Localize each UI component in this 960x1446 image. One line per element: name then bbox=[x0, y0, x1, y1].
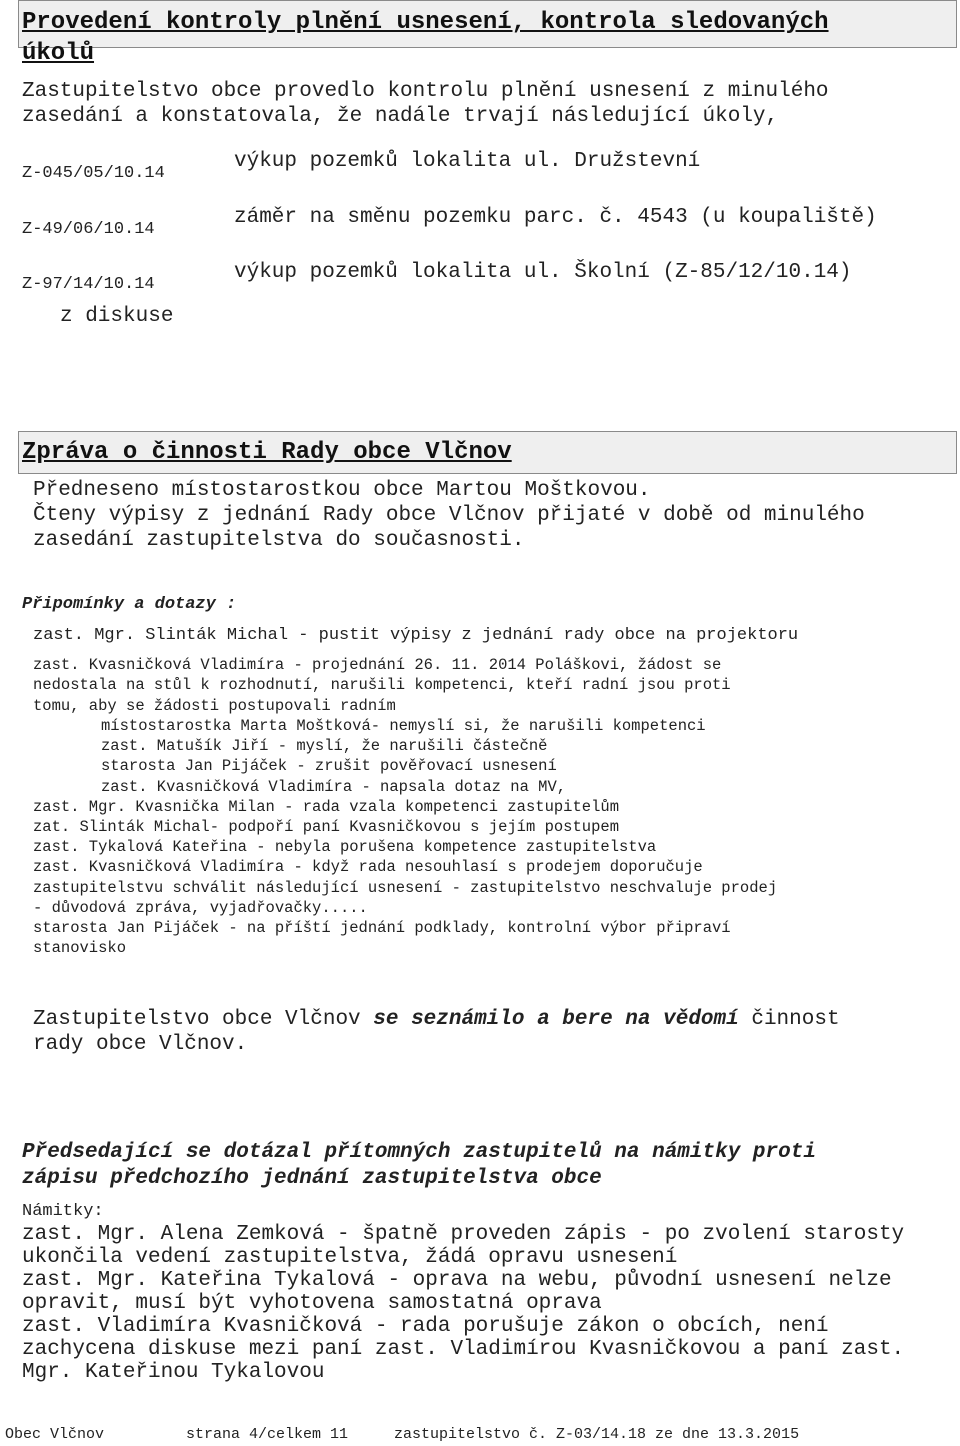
comment-line: zast. Mgr. Slinták Michal - pustit výpisy z jednání rady obce na projektoru bbox=[33, 626, 799, 645]
objection-line: Mgr. Kateřinou Tykalovou bbox=[22, 1361, 325, 1384]
footer-page: strana 4/celkem 11 bbox=[186, 1426, 349, 1443]
resolution-line2: rady obce Vlčnov. bbox=[33, 1033, 248, 1056]
discussion-line: zast. Kvasničková Vladimíra - napsala dotaz na MV, bbox=[101, 778, 567, 796]
discussion-line: starosta Jan Pijáček - na příští jednání podklady, kontrolní výbor připraví bbox=[33, 919, 731, 937]
discussion-line: stanovisko bbox=[33, 939, 127, 957]
discussion-line: tomu, aby se žádosti postupovali radním bbox=[33, 697, 396, 715]
objection-line: opravit, musí být vyhotovena samostatná oprava bbox=[22, 1292, 602, 1315]
objection-line: zast. Vladimíra Kvasničková - rada porušuje zákon o obcích, není bbox=[22, 1315, 829, 1338]
footer-municipality: Obec Vlčnov bbox=[5, 1426, 105, 1443]
discussion-line: zast. Tykalová Kateřina - nebyla porušena kompetence zastupitelstva bbox=[33, 838, 657, 856]
report-line: Předneseno místostarostkou obce Martou Moštkovou. bbox=[33, 479, 651, 502]
comments-heading: Připomínky a dotazy : bbox=[22, 595, 237, 614]
discussion-line: zast. Kvasničková Vladimíra - projednání 26. 11. 2014 Poláškovi, žádost se bbox=[33, 656, 722, 674]
discussion-line: zastupitelstvu schválit následující usnesení - zastupitelstvo neschvaluje prodej bbox=[33, 879, 778, 897]
objection-line: zast. Mgr. Alena Zemková - špatně proveden zápis - po zvolení starosty bbox=[22, 1223, 905, 1246]
section1-title-line2: úkolů bbox=[22, 40, 95, 67]
objection-line: zachycena diskuse mezi paní zast. Vladimírou Kvasničkovou a paní zast. bbox=[22, 1338, 905, 1361]
task-text: výkup pozemků lokalita ul. Družstevní bbox=[234, 150, 701, 173]
task-text: záměr na směnu pozemku parc. č. 4543 (u koupaliště) bbox=[234, 206, 877, 229]
discussion-line: zast. Mgr. Kvasnička Milan - rada vzala kompetenci zastupitelům bbox=[33, 798, 619, 816]
report-line: Čteny výpisy z jednání Rady obce Vlčnov přijaté v době od minulého bbox=[33, 504, 865, 527]
task-code: Z-045/05/10.14 bbox=[22, 164, 165, 183]
discussion-line: místostarostka Marta Moštková- nemyslí si, že narušili kompetenci bbox=[101, 717, 706, 735]
section1-intro-line2: zasedání a konstatovala, že nadále trvají následující úkoly, bbox=[22, 105, 779, 128]
task-code: Z-49/06/10.14 bbox=[22, 220, 155, 239]
objection-line: zast. Mgr. Kateřina Tykalová - oprava na webu, původní usnesení nelze bbox=[22, 1269, 892, 1292]
section3-heading-line2: zápisu předchozího jednání zastupitelstva obce bbox=[22, 1167, 602, 1190]
task-code: Z-97/14/10.14 bbox=[22, 275, 155, 294]
discussion-line: starosta Jan Pijáček - zrušit pověřovací usnesení bbox=[101, 757, 557, 775]
resolution-emphasis: se seznámilo a bere na vědomí bbox=[373, 1008, 739, 1031]
section1-title-line1: Provedení kontroly plnění usnesení, kontrola sledovaných bbox=[22, 9, 829, 36]
report-line: zasedání zastupitelstva do současnosti. bbox=[33, 529, 525, 552]
discussion-line: - důvodová zpráva, vyjadřovačky..... bbox=[33, 899, 368, 917]
discussion-line: zast. Kvasničková Vladimíra - když rada nesouhlasí s prodejem doporučuje bbox=[33, 858, 703, 876]
discussion-line: nedostala na stůl k rozhodnutí, narušili kompetenci, kteří radní jsou proti bbox=[33, 676, 731, 694]
resolution-text: Zastupitelstvo obce Vlčnov bbox=[33, 1008, 374, 1031]
objections-label: Námitky: bbox=[22, 1202, 104, 1221]
section1-intro-line1: Zastupitelstvo obce provedlo kontrolu plnění usnesení z minulého bbox=[22, 80, 829, 103]
resolution-text-end: činnost bbox=[738, 1008, 840, 1031]
section2-title: Zpráva o činnosti Rady obce Vlčnov bbox=[22, 439, 512, 466]
from-discussion-label: z diskuse bbox=[60, 305, 174, 328]
task-text: výkup pozemků lokalita ul. Školní (Z-85/12/10.14) bbox=[234, 261, 852, 284]
discussion-line: zat. Slinták Michal- podpoří paní Kvasničkovou s jejím postupem bbox=[33, 818, 619, 836]
section3-heading-line1: Předsedající se dotázal přítomných zastupitelů na námitky proti bbox=[22, 1141, 816, 1164]
objection-line: ukončila vedení zastupitelstva, žádá opravu usnesení bbox=[22, 1246, 678, 1269]
discussion-line: zast. Matušík Jiří - myslí, že narušili částečně bbox=[101, 737, 548, 755]
footer-meeting: zastupitelstvo č. Z-03/14.18 ze dne 13.3.2015 bbox=[394, 1426, 800, 1443]
resolution-line1 bbox=[33, 1008, 840, 1031]
